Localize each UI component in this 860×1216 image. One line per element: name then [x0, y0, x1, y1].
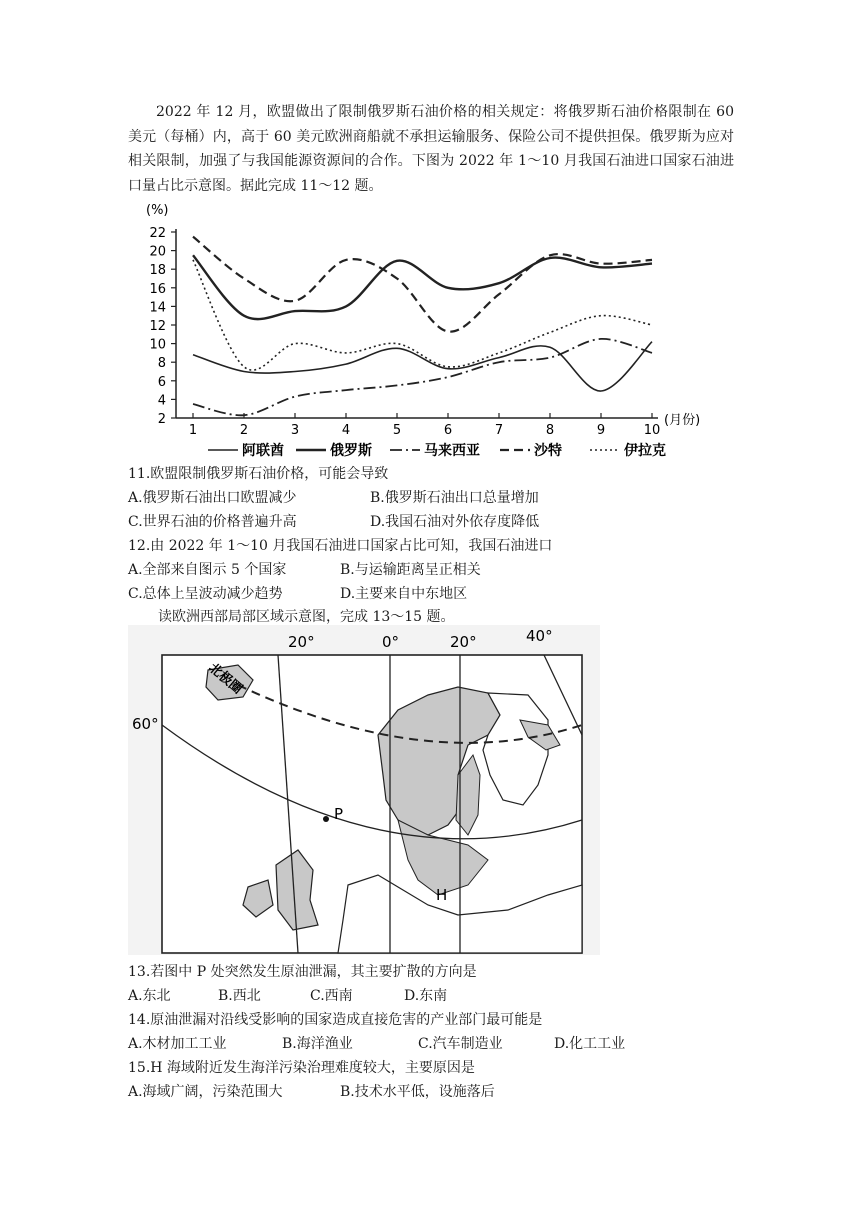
chart-series — [193, 237, 652, 416]
intro-paragraph-1: 2022 年 12 月，欧盟做出了限制俄罗斯石油价格的相关规定：将俄罗斯石油价格限制在 60 美元（每桶）内，高于 60 美元欧洲商船就不承担运输服务、保险公司不提供担保。俄罗斯为应对相关限制，加强了与我国能源资源间的合作。下图为 2022 年 1～10 月我国石油进口国家石油进口量占比示意图。据此完成 11～12 题。 — [128, 104, 734, 194]
q11-option-d: D.我国石油对外依存度降低 — [370, 514, 540, 530]
x-tick-label: 2 — [239, 423, 249, 438]
y-tick-label: 10 — [149, 337, 166, 353]
intro-paragraph-2: 读欧洲西部局部区域示意图，完成 13～15 题。 — [158, 609, 455, 625]
q14-option-d: D.化工工业 — [554, 1036, 626, 1052]
x-tick-label: 8 — [545, 423, 555, 438]
lon-label-0: 0° — [382, 633, 400, 651]
q15-option-b: B.技术水平低，设施落后 — [340, 1084, 495, 1100]
q12-option-d: D.主要来自中东地区 — [340, 586, 468, 602]
y-tick-label: 20 — [149, 244, 166, 260]
point-p-marker — [323, 816, 329, 822]
series-line-5 — [193, 260, 652, 370]
y-tick-label: 14 — [149, 300, 166, 316]
y-tick-label: 16 — [149, 281, 166, 297]
q12-option-c: C.总体上呈波动减少趋势 — [128, 586, 283, 602]
chart-ticks — [149, 226, 660, 438]
oil-import-line-chart — [128, 194, 728, 460]
q14-option-b: B.海洋渔业 — [282, 1036, 353, 1052]
lon-label-40e: 40° — [526, 627, 553, 645]
q11-option-c: C.世界石油的价格普遍升高 — [128, 514, 297, 530]
series-line-3 — [193, 339, 652, 415]
x-tick-label: 6 — [443, 423, 453, 438]
legend-label: 阿联酋 — [242, 443, 284, 459]
question-14-stem: 14.原油泄漏对沿线受影响的国家造成直接危害的产业部门最可能是 — [128, 1012, 543, 1028]
x-tick-label: 1 — [188, 423, 198, 438]
arctic-circle-label: 北极圈 — [205, 660, 245, 698]
question-11-stem: 11.欧盟限制俄罗斯石油价格，可能会导致 — [128, 466, 389, 482]
y-axis-label: (%) — [146, 203, 169, 218]
chart-axes — [146, 203, 700, 428]
question-12-stem: 12.由 2022 年 1～10 月我国石油进口国家占比可知，我国石油进口 — [128, 538, 553, 554]
q15-option-a: A.海域广阔，污染范围大 — [128, 1084, 283, 1100]
y-tick-label: 6 — [157, 374, 166, 390]
series-line-4 — [193, 237, 652, 332]
y-tick-label: 8 — [157, 356, 166, 372]
q13-option-d: D.东南 — [404, 988, 448, 1004]
question-13-stem: 13.若图中 P 处突然发生原油泄漏，其主要扩散的方向是 — [128, 964, 477, 980]
x-tick-label: 4 — [341, 423, 351, 438]
y-tick-label: 4 — [157, 393, 166, 409]
lon-label-20e: 20° — [450, 633, 477, 651]
y-tick-label: 18 — [149, 263, 166, 279]
lon-label-20w: 20° — [288, 633, 315, 651]
legend-label: 沙特 — [534, 443, 562, 459]
q13-option-a: A.东北 — [128, 988, 171, 1004]
series-line-1 — [193, 342, 652, 391]
point-p-label: P — [334, 805, 344, 823]
q14-option-a: A.木材加工工业 — [128, 1036, 227, 1052]
x-tick-label: 7 — [494, 423, 504, 438]
y-tick-label: 2 — [157, 412, 166, 427]
legend-label: 马来西亚 — [424, 443, 480, 459]
q12-option-a: A.全部来自图示 5 个国家 — [128, 562, 287, 578]
q14-option-c: C.汽车制造业 — [418, 1036, 503, 1052]
question-15-stem: 15.H 海域附近发生海洋污染治理难度较大，主要原因是 — [128, 1060, 475, 1076]
western-europe-map — [128, 625, 600, 955]
x-tick-label: 10 — [643, 423, 661, 438]
legend-label: 伊拉克 — [624, 443, 666, 459]
x-tick-label: 9 — [596, 423, 606, 438]
chart-legend — [208, 442, 666, 459]
y-tick-label: 12 — [149, 319, 166, 334]
legend-label: 俄罗斯 — [330, 443, 372, 459]
lat-label-60n: 60° — [132, 715, 159, 733]
x-tick-label: 3 — [290, 423, 300, 438]
x-axis-label: (月份) — [664, 413, 701, 428]
q13-option-b: B.西北 — [218, 988, 261, 1004]
q11-option-b: B.俄罗斯石油出口总量增加 — [370, 490, 539, 506]
x-tick-label: 5 — [392, 423, 402, 438]
q13-option-c: C.西南 — [310, 988, 353, 1004]
point-h-label: H — [436, 886, 448, 904]
q12-option-b: B.与运输距离呈正相关 — [340, 562, 481, 578]
q11-option-a: A.俄罗斯石油出口欧盟减少 — [128, 490, 297, 506]
y-tick-label: 22 — [149, 226, 166, 241]
